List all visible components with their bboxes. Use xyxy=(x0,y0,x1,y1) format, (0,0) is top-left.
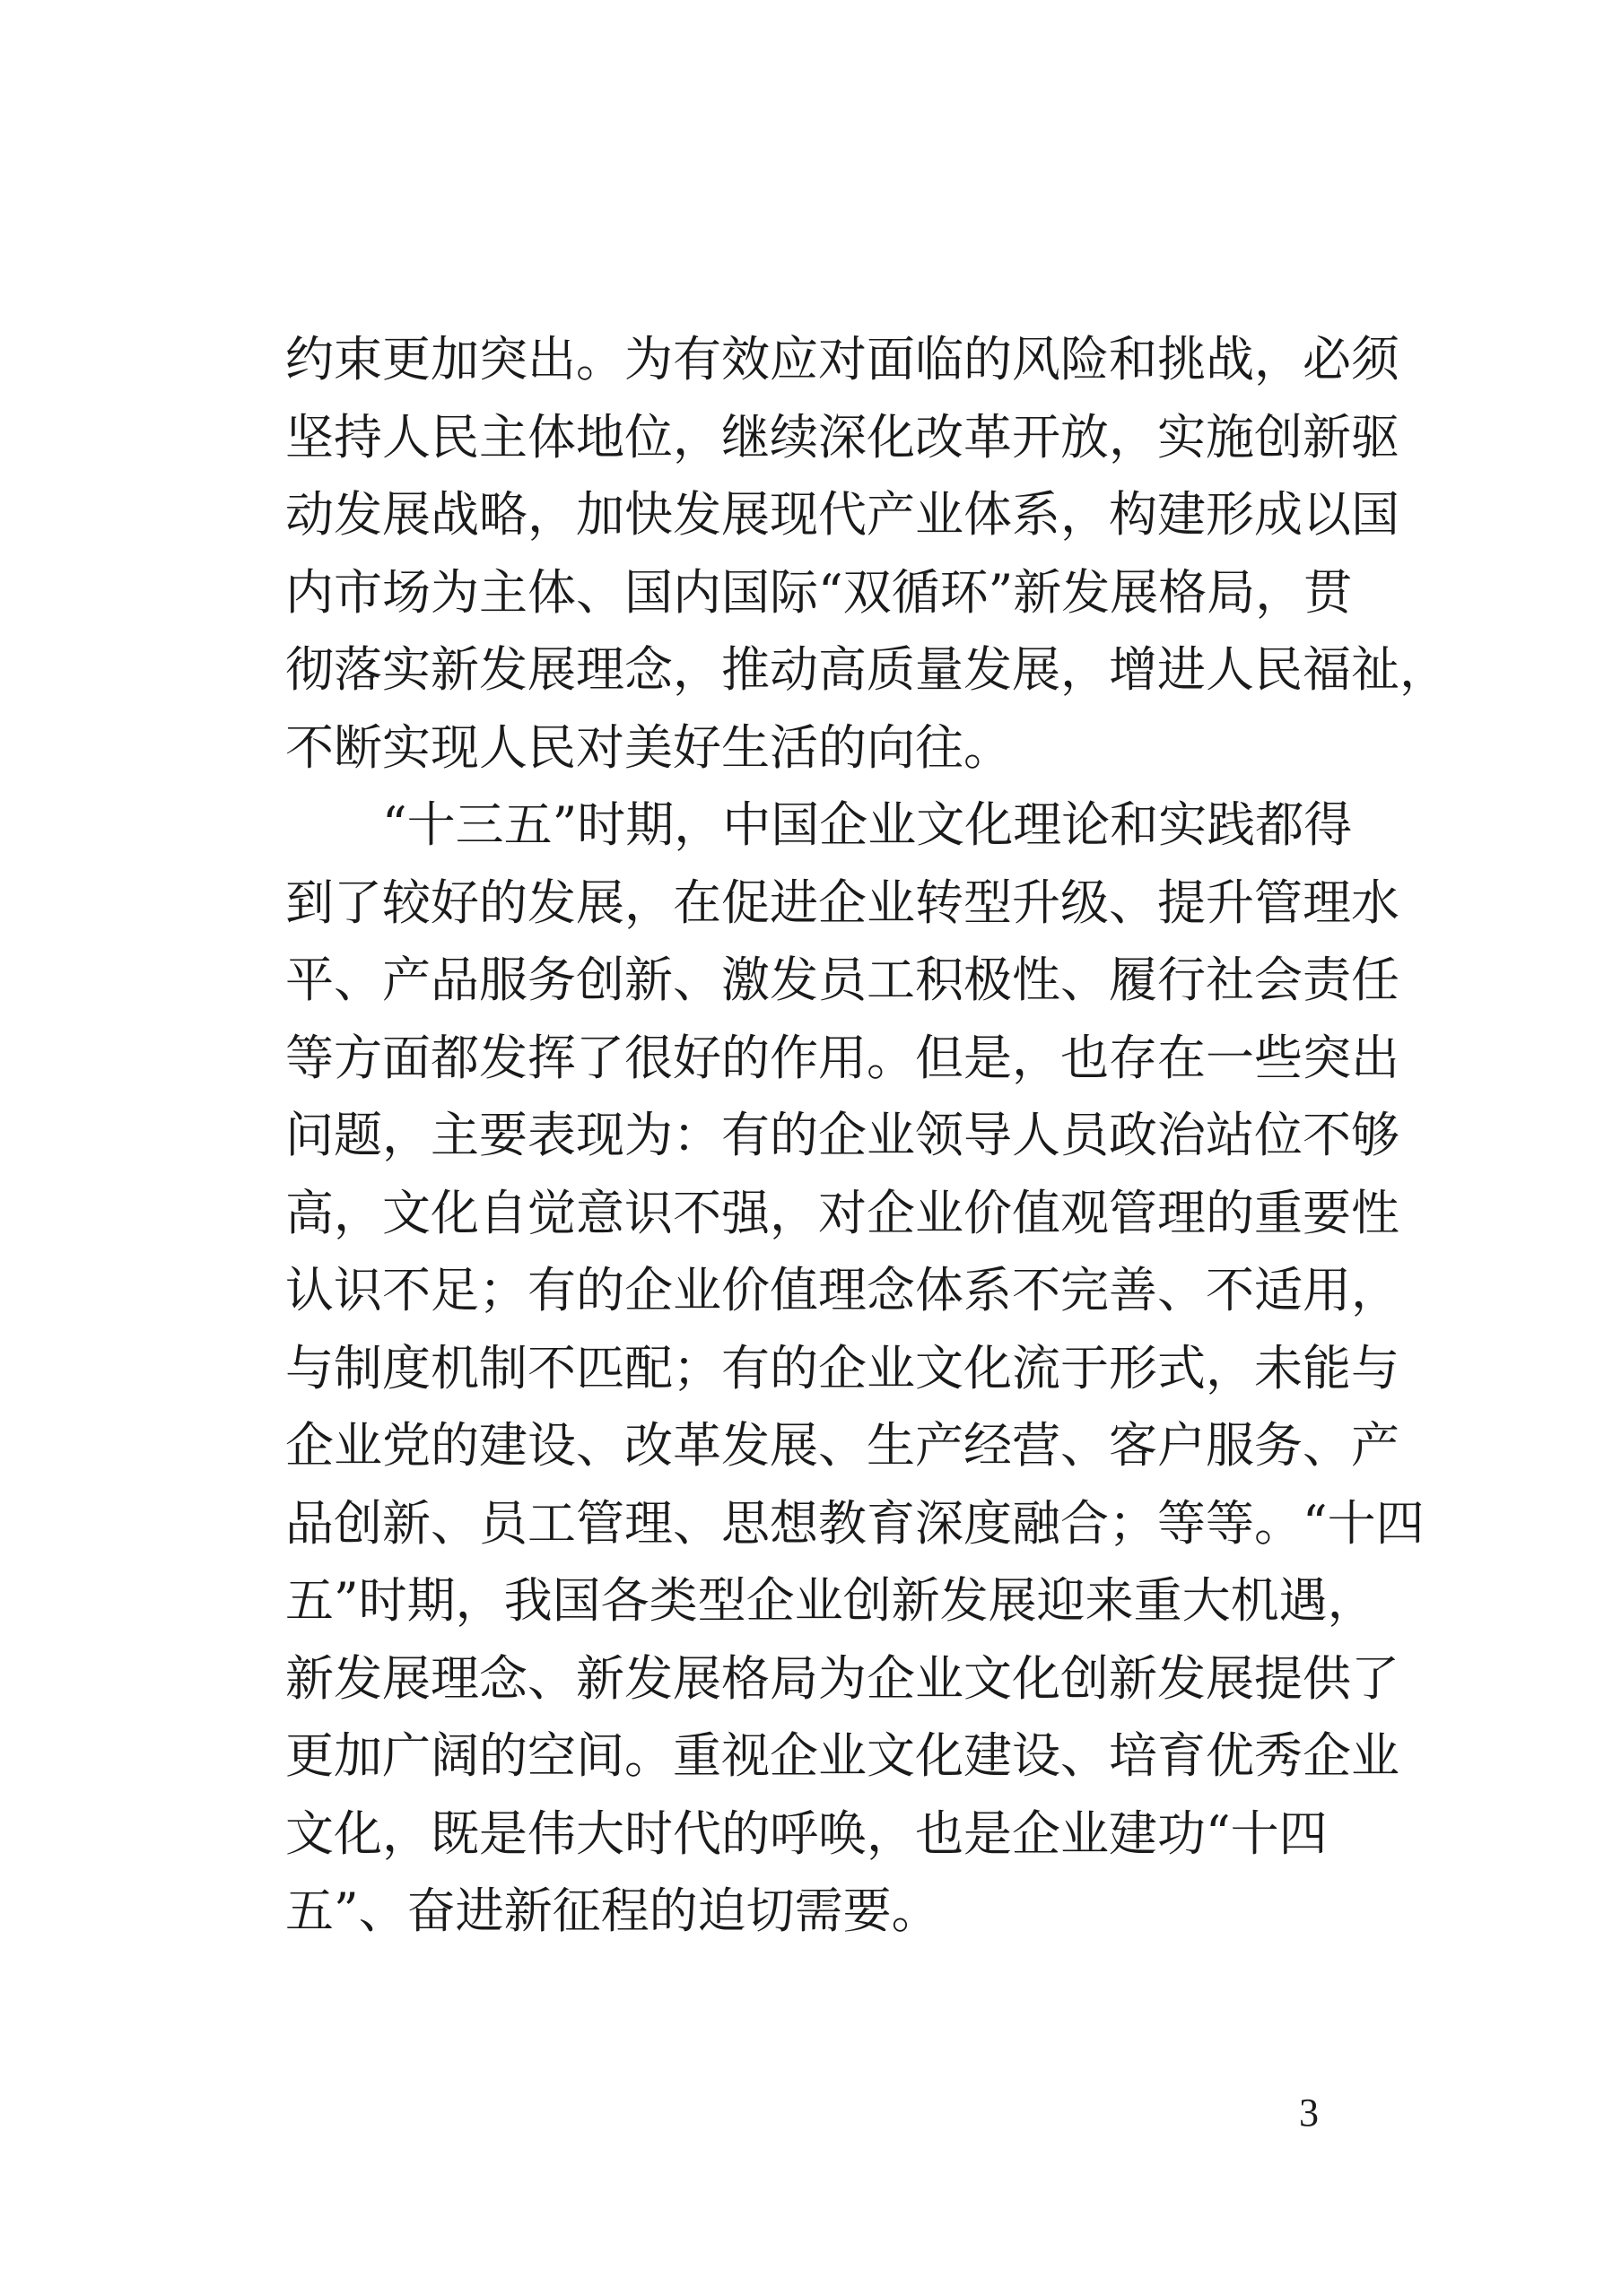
text-line: 文化，既是伟大时代的呼唤，也是企业建功“十四 xyxy=(285,1805,1328,1862)
text-line: 约束更加突出。为有效应对面临的风险和挑战，必须 xyxy=(285,331,1399,387)
body-text xyxy=(285,321,1448,1951)
text-line: 坚持人民主体地位，继续深化改革开放，实施创新驱 xyxy=(285,408,1399,465)
text-line: 认识不足；有的企业价值理念体系不完善、不适用， xyxy=(285,1262,1399,1318)
text-line: 不断实现人民对美好生活的向往。 xyxy=(285,718,1012,776)
text-line: 企业党的建设、改革发展、生产经营、客户服务、产 xyxy=(285,1417,1399,1474)
text-line: 五”时期，我国各类型企业创新发展迎来重大机遇， xyxy=(285,1572,1376,1629)
text-line: 更加广阔的空间。重视企业文化建设、培育优秀企业 xyxy=(285,1727,1399,1784)
text-line: 平、产品服务创新、激发员工积极性、履行社会责任 xyxy=(285,952,1399,1008)
text-line: 等方面都发挥了很好的作用。但是，也存在一些突出 xyxy=(285,1029,1399,1086)
text-line: “十三五”时期，中国企业文化理论和实践都得 xyxy=(382,796,1353,853)
text-line: 与制度机制不匹配；有的企业文化流于形式，未能与 xyxy=(285,1339,1399,1396)
text-line: 五”、奋进新征程的迫切需要。 xyxy=(285,1883,940,1939)
paragraph-1 xyxy=(285,321,1448,787)
text-line: 问题，主要表现为：有的企业领导人员政治站位不够 xyxy=(285,1107,1399,1163)
text-line: 彻落实新发展理念，推动高质量发展，增进人民福祉， xyxy=(285,641,1448,698)
text-line: 到了较好的发展，在促进企业转型升级、提升管理水 xyxy=(285,874,1399,931)
paragraph-2 xyxy=(285,787,1425,1951)
text-line: 高，文化自觉意识不强，对企业价值观管理的重要性 xyxy=(285,1184,1399,1241)
text-line: 动发展战略，加快发展现代产业体系，构建形成以国 xyxy=(285,486,1399,543)
page-number: 3 xyxy=(1299,2091,1319,2135)
text-line: 内市场为主体、国内国际“双循环”新发展格局，贯 xyxy=(285,563,1353,621)
text-line: 新发展理念、新发展格局为企业文化创新发展提供了 xyxy=(285,1649,1399,1707)
text-line: 品创新、员工管理、思想教育深度融合；等等。“十四 xyxy=(285,1494,1425,1552)
